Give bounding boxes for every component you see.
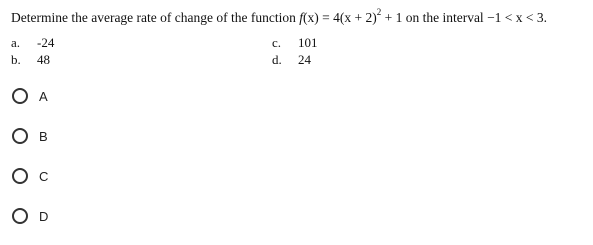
choice-letter: c.	[272, 35, 282, 50]
option-label: A	[39, 89, 48, 104]
option-c[interactable]	[12, 168, 72, 188]
radio-button[interactable]	[12, 88, 28, 104]
option-label: C	[39, 169, 49, 184]
choice-letter: b.	[11, 52, 21, 67]
exponent: 2	[376, 7, 382, 17]
radio-button[interactable]	[12, 128, 28, 144]
question-middle: + 1 on the interval	[381, 10, 488, 25]
choice-d	[272, 51, 311, 68]
option-label: D	[39, 209, 49, 224]
choice-c	[272, 34, 318, 51]
option-d[interactable]	[12, 208, 72, 228]
choice-value: 101	[298, 35, 318, 50]
interval: −1 < x < 3.	[487, 10, 548, 25]
choice-value: 24	[298, 52, 311, 67]
option-a[interactable]	[12, 88, 72, 108]
choice-value: 48	[37, 52, 50, 67]
choice-letter: d.	[272, 52, 282, 67]
radio-button[interactable]	[12, 208, 28, 224]
choice-value: -24	[37, 35, 55, 50]
choice-letter: a.	[11, 35, 21, 50]
question-prefix: Determine the average rate of change of the function	[11, 10, 300, 25]
option-b[interactable]	[12, 128, 72, 148]
question-text	[11, 7, 548, 26]
function-name: f	[299, 10, 303, 25]
choice-b	[11, 51, 50, 68]
option-label: B	[39, 129, 48, 144]
choice-a	[11, 34, 54, 51]
radio-button[interactable]	[12, 168, 28, 184]
function-expression: (x) = 4(x + 2)	[303, 10, 377, 25]
